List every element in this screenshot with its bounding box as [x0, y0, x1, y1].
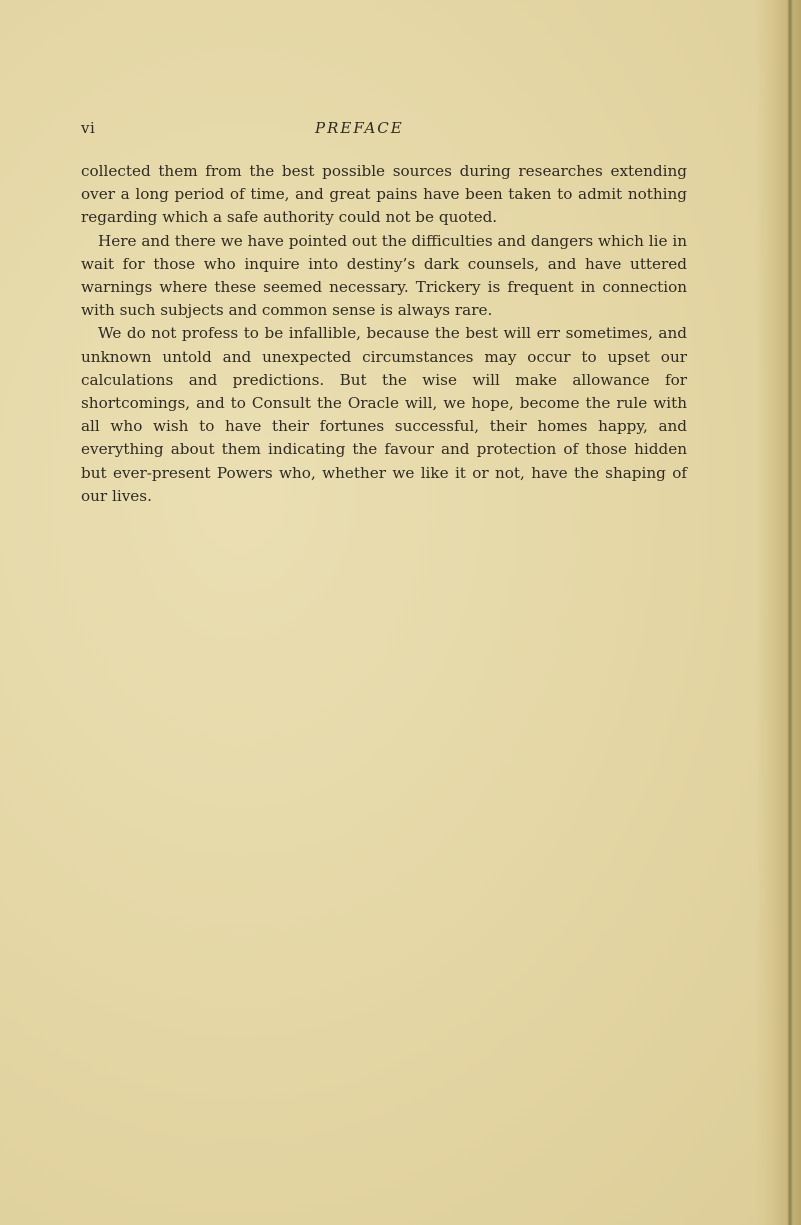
- preface-body: [81, 160, 687, 508]
- page-binding-edge: [755, 0, 801, 1225]
- page-number: vi: [81, 119, 96, 137]
- page-gutter-shadow: [787, 0, 793, 1225]
- running-head: PREFACE: [315, 119, 404, 137]
- paragraph-warnings: Here and there we have pointed out the difficulties and dangers which lie in wait for those who inquire into destiny’s dark counsels, and have uttered warnings where these seemed necessary. Trickery is frequent in connection with such subjects and common sense is always rare.: [81, 231, 687, 320]
- page-header: [81, 118, 681, 142]
- paragraph-continued: collected them from the best possible sources during researches extending over a long period of time, and great pains have been taken to admit nothing regarding which a safe authority could not be quoted.: [81, 162, 687, 227]
- paragraph-infallibility: We do not profess to be infallible, because the best will err sometimes, and unknown untold and unexpected circumstances may occur to upset our calculations and predictions. But the wise will make allowance for shortcomings, and to Consult the Oracle will, we hope, become the rule with all who wish to have their fortunes successful, their homes happy, and everything about them indicating the favour and protection of those hidden but ever-present Powers who, whether we like it or not, have the shaping of our lives.: [81, 324, 687, 505]
